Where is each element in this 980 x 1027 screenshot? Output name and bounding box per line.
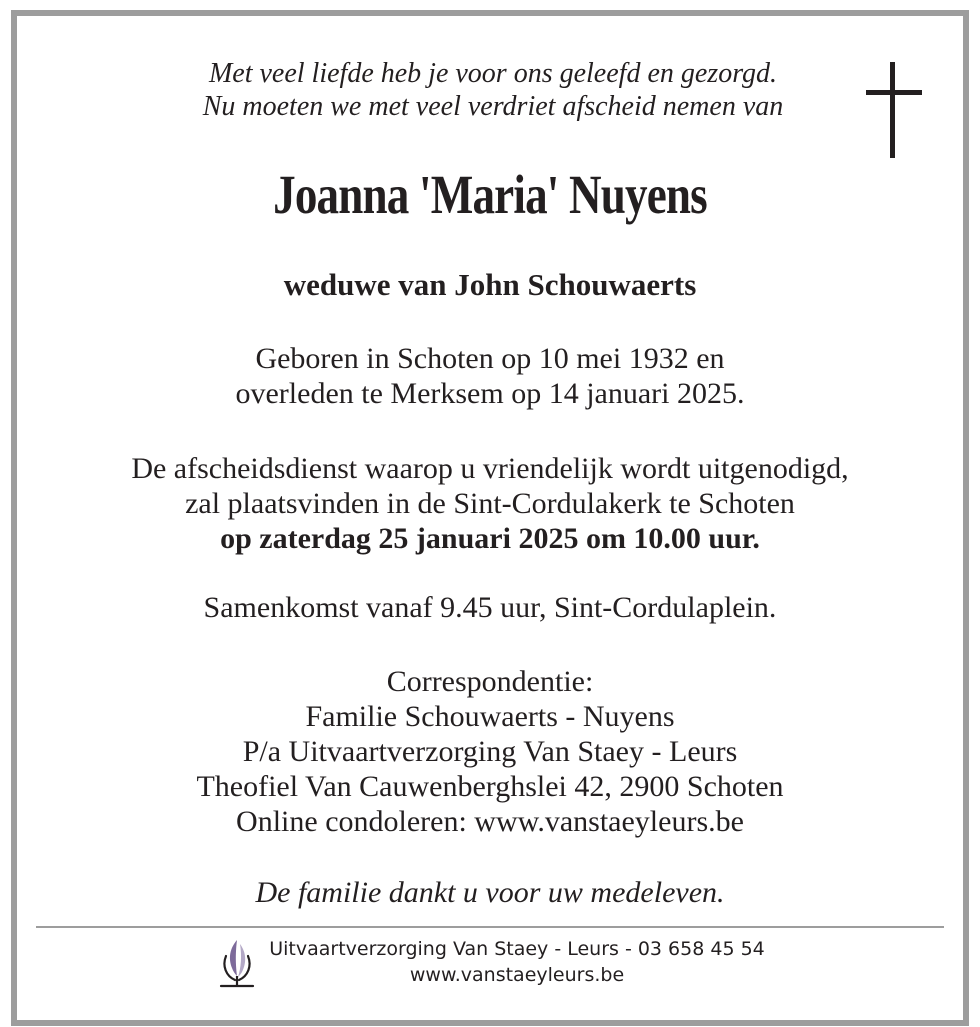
service-line-2: zal plaatsvinden in de Sint-Cordulakerk te Schoten: [185, 487, 795, 520]
cross-icon: [866, 62, 922, 158]
footer-company: Uitvaartverzorging Van Staey - Leurs - 03 658 45 54: [269, 938, 765, 960]
gathering-line: Samenkomst vanaf 9.45 uur, Sint-Cordulaplein.: [203, 591, 777, 624]
correspondence-via: P/a Uitvaartverzorging Van Staey - Leurs: [242, 735, 738, 768]
correspondence-address: Theofiel Van Cauwenberghslei 42, 2900 Schoten: [196, 770, 784, 803]
deceased-name: Joanna 'Maria' Nuyens: [273, 164, 707, 225]
birth-line: Geboren in Schoten op 10 mei 1932 en: [255, 342, 725, 375]
footer-website: www.vanstaeyleurs.be: [409, 964, 625, 986]
footer-info: [260, 936, 774, 988]
dates-block: [0, 341, 980, 411]
death-line: overleden te Merksem op 14 januari 2025.: [235, 377, 745, 410]
service-datetime: op zaterdag 25 januari 2025 om 10.00 uur.: [220, 522, 760, 555]
intro-line-2: Nu moeten we met veel verdriet afscheid nemen van: [202, 91, 784, 122]
funeral-home-logo-icon: [216, 934, 258, 990]
correspondence-online: Online condoleren: www.vanstaeyleurs.be: [236, 805, 744, 838]
intro-line-1: Met veel liefde heb je voor ons geleefd en gezorgd.: [208, 58, 778, 89]
service-line-1: De afscheidsdienst waarop u vriendelijk wordt uitgenodigd,: [131, 452, 849, 485]
spouse-line: weduwe van John Schouwaerts: [283, 267, 697, 302]
correspondence-family: Familie Schouwaerts - Nuyens: [305, 700, 675, 733]
closing-line: De familie dankt u voor uw medeleven.: [255, 876, 725, 909]
correspondence-heading: Correspondentie:: [386, 665, 594, 698]
footer-divider: [36, 926, 944, 928]
correspondence-block: [0, 664, 980, 839]
service-block: [0, 451, 980, 556]
intro-text: [0, 57, 980, 123]
